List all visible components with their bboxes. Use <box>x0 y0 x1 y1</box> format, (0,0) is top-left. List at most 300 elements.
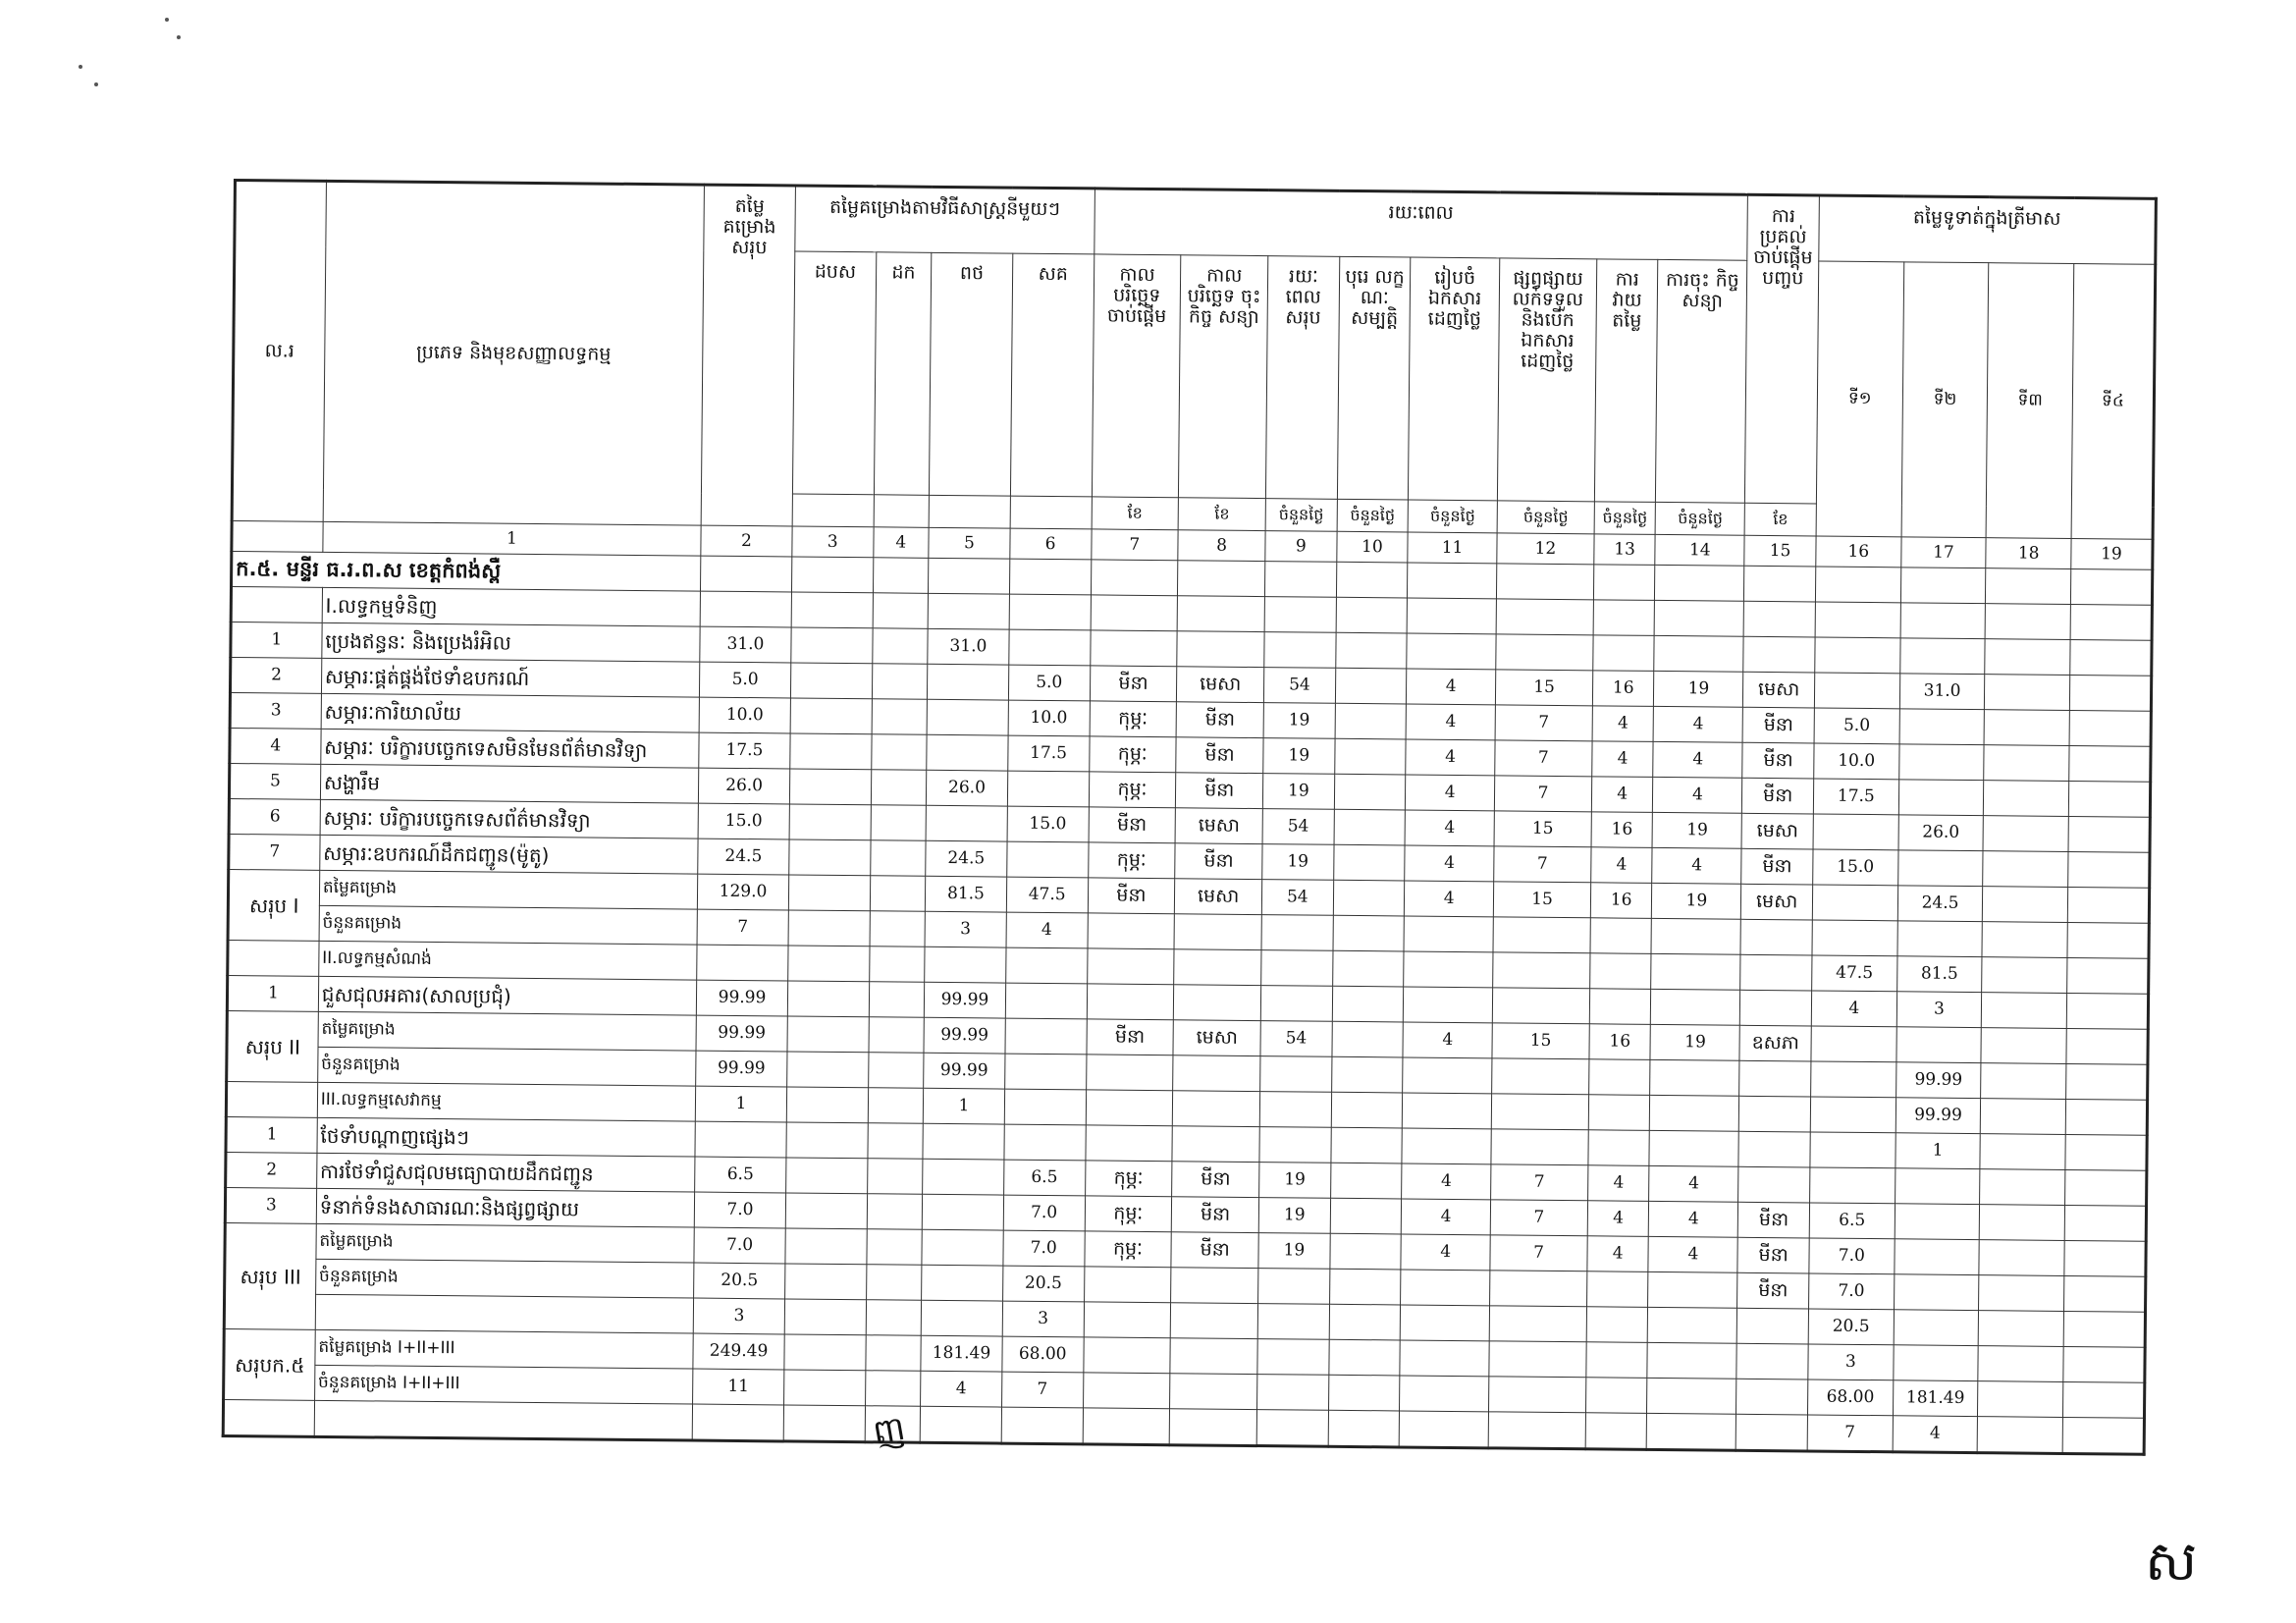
cell-sk: 6.5 <box>1003 1160 1085 1196</box>
cell-q1 <box>1814 673 1899 709</box>
cell-m2 <box>1170 1303 1257 1339</box>
cell-d13: 16 <box>1591 812 1653 848</box>
cell-d10 <box>1330 1163 1402 1199</box>
cell-d11 <box>1400 1305 1489 1341</box>
cell-d13 <box>1586 1342 1648 1379</box>
cell-d14 <box>1648 1271 1737 1308</box>
cell-q4 <box>2067 887 2149 923</box>
cell-m15 <box>1740 954 1812 991</box>
cell-dbs <box>787 1016 869 1053</box>
cell-dk <box>869 982 925 1018</box>
cell-dbs <box>789 804 871 840</box>
cell-q2 <box>1898 780 1984 816</box>
cell-dbs <box>788 910 870 947</box>
header-period-prepare: រៀបចំ ឯកសារ ដេញថ្លៃ <box>1409 257 1500 501</box>
cell-q4 <box>2070 639 2152 676</box>
cell-m1 <box>1087 948 1174 985</box>
cell-m1 <box>1083 1408 1170 1445</box>
cell-d14: 19 <box>1652 812 1741 848</box>
cell-d14 <box>1647 1413 1736 1450</box>
summary-sublabel: ចំនួនគម្រោង <box>319 905 698 945</box>
cell-sk <box>1005 947 1087 984</box>
item-name: សម្ភារៈផ្គត់ផ្គង់ថែទាំឧបករណ៍ <box>321 658 700 697</box>
item-name: ប្រេងឥន្ធនៈ និងប្រេងរំអិល <box>322 622 701 662</box>
cell-d10 <box>1332 986 1404 1022</box>
cell-pth <box>927 699 1008 735</box>
cell-q2 <box>1894 1274 1979 1311</box>
cell-q3 <box>1979 1275 2064 1312</box>
cell-total: 31.0 <box>700 626 791 663</box>
header-period-start: កាល បរិច្ឆេទ ចាប់ផ្តើម <box>1092 254 1181 498</box>
cell-m1: កុម្ភៈ <box>1090 701 1177 737</box>
cell-q3 <box>1982 993 2067 1029</box>
header-total-cost: តម្លៃ គម្រោង សរុប <box>701 185 795 526</box>
row-number: 3 <box>225 1187 316 1223</box>
cell-dbs <box>786 1122 868 1159</box>
cell-q2 <box>1894 1310 1979 1346</box>
cell-total: 249.49 <box>693 1333 784 1370</box>
cell-total: 10.0 <box>699 697 790 733</box>
cell-dk <box>872 664 928 700</box>
cell-m2 <box>1173 1055 1260 1092</box>
cell-d11 <box>1400 1340 1489 1377</box>
cell-d12 <box>1489 1377 1586 1413</box>
cell-m2 <box>1170 1374 1257 1410</box>
cell-m1 <box>1084 1267 1171 1303</box>
cell-pth <box>922 1229 1003 1266</box>
cell-pth: 99.99 <box>924 1053 1005 1089</box>
cell-pth <box>922 1194 1003 1230</box>
summary-sublabel: ចំនួនគម្រោង <box>317 1047 696 1086</box>
cell-q2 <box>1897 850 1983 887</box>
cell-m1: មីនា <box>1089 807 1176 843</box>
cell-sk <box>1004 1124 1086 1161</box>
unit-cell: ខែ <box>1178 498 1265 531</box>
cell-d9 <box>1260 1056 1332 1093</box>
no-cell <box>226 1081 317 1117</box>
index-cell: 1 <box>323 521 702 556</box>
item-name: សម្ភារៈការិយាល័យ <box>321 693 700 732</box>
summary-label: សរុប II <box>227 1010 318 1082</box>
cell-q1 <box>1810 1097 1896 1133</box>
cell-m15: មីនា <box>1737 1237 1809 1273</box>
cell-d9: 19 <box>1263 703 1335 739</box>
header-period-group: រយៈពេល <box>1094 189 1747 260</box>
cell-q1 <box>1811 1026 1896 1062</box>
cell-dk <box>867 1159 923 1195</box>
cell-dk <box>867 1229 923 1266</box>
unit-cell: ខែ <box>1744 503 1816 536</box>
cell-pth: 31.0 <box>928 628 1009 665</box>
cell-total: 129.0 <box>697 874 788 910</box>
index-cell: 14 <box>1655 534 1744 566</box>
row-number: 2 <box>226 1152 317 1188</box>
cell-d9 <box>1261 950 1333 987</box>
cell-d12: 15 <box>1495 670 1592 706</box>
cell-q1: 10.0 <box>1814 743 1899 780</box>
cell-dbs <box>790 698 872 734</box>
cell-q2 <box>1899 638 1985 675</box>
cell-m15 <box>1739 1060 1811 1097</box>
header-method-1: ដបស <box>792 251 876 495</box>
cell-d10 <box>1333 915 1405 951</box>
cell-dbs <box>790 663 872 699</box>
cell-d9: 19 <box>1259 1163 1331 1199</box>
cell-q1 <box>1811 1061 1896 1098</box>
cell-dk <box>869 1017 925 1054</box>
cell-q3 <box>1980 1169 2065 1206</box>
cell-d12 <box>1489 1306 1586 1342</box>
cell-d14: 19 <box>1650 1024 1739 1060</box>
cell-d14 <box>1651 918 1740 954</box>
cell-d13: 4 <box>1592 741 1654 778</box>
cell-m1: មីនា <box>1090 666 1177 702</box>
cell-m15: មេសា <box>1741 884 1813 920</box>
cell-d10 <box>1333 844 1405 881</box>
cell-m2: មេសា <box>1175 879 1262 915</box>
cell-d13: 16 <box>1590 883 1652 919</box>
cell-q3 <box>1979 1311 2064 1347</box>
cell-q2: 99.99 <box>1896 1098 1981 1134</box>
cell-q2: 1 <box>1896 1133 1981 1169</box>
cell-sk <box>1009 629 1091 666</box>
cell-d9 <box>1256 1410 1328 1447</box>
cell-q4 <box>2062 1417 2144 1454</box>
cell-sk <box>1005 983 1087 1019</box>
cell-q3 <box>1985 639 2070 676</box>
cell-q3 <box>1981 1028 2066 1064</box>
cell-d9: 19 <box>1263 738 1335 775</box>
cell-q1: 20.5 <box>1808 1309 1894 1345</box>
cell-sk: 68.00 <box>1002 1336 1084 1373</box>
cell-d14: 4 <box>1653 741 1742 778</box>
cell-d10 <box>1331 1127 1403 1163</box>
cell-q2: 3 <box>1896 992 1982 1028</box>
cell-m1: កុម្ភៈ <box>1089 772 1176 808</box>
cell-q1 <box>1810 1167 1896 1204</box>
cell-dbs <box>784 1299 866 1335</box>
cell-m1: កុម្ភៈ <box>1084 1231 1171 1268</box>
scan-speck <box>79 65 82 69</box>
no-cell <box>228 940 319 976</box>
cell-sk: 7.0 <box>1003 1195 1085 1231</box>
cell-d10 <box>1332 950 1404 987</box>
cell-dbs <box>789 769 871 805</box>
cell-d12 <box>1492 988 1589 1024</box>
row-number: 2 <box>230 657 321 693</box>
cell-q4 <box>2068 851 2150 888</box>
unit-cell <box>792 494 874 527</box>
cell-m15: មីនា <box>1741 848 1813 885</box>
cell-m15: មីនា <box>1742 742 1814 779</box>
cell-q4 <box>2066 1063 2148 1100</box>
cell-q4 <box>2065 1134 2147 1170</box>
cell-d11: 4 <box>1403 1022 1492 1058</box>
cell-d10 <box>1328 1375 1400 1411</box>
index-cell: 12 <box>1497 533 1594 565</box>
unit-cell: ខែ <box>1092 497 1179 530</box>
cell-d13: 4 <box>1587 1201 1649 1237</box>
cell-sk: 15.0 <box>1007 806 1089 842</box>
cell-m15: មេសា <box>1741 813 1813 849</box>
cell-pth: 1 <box>923 1088 1004 1124</box>
cell-total: 11 <box>693 1369 784 1405</box>
procurement-plan-sheet <box>222 179 2158 1443</box>
cell-d9: 19 <box>1262 844 1334 881</box>
summary-sublabel <box>314 1400 693 1440</box>
header-quarter-1: ទី១ <box>1816 261 1903 537</box>
cell-m2: មីនា <box>1176 773 1263 809</box>
cell-m1 <box>1088 913 1175 949</box>
cell-d12: 15 <box>1492 1023 1589 1059</box>
cell-m15 <box>1738 1131 1810 1167</box>
header-budget-group: តម្លៃគម្រោងតាមវិធីសាស្ត្រនីមួយៗ <box>795 186 1095 254</box>
index-cell: 10 <box>1336 531 1408 563</box>
unit-cell: ចំនួនថ្ងៃ <box>1265 499 1337 532</box>
cell-d13: 16 <box>1589 1024 1651 1060</box>
cell-q1 <box>1810 1132 1896 1168</box>
cell-d12: 7 <box>1495 740 1592 777</box>
cell-d10 <box>1334 809 1406 845</box>
cell-m1 <box>1083 1337 1170 1374</box>
cell-d13 <box>1590 953 1652 990</box>
cell-sk: 3 <box>1002 1301 1084 1337</box>
cell-q4 <box>2065 1099 2147 1135</box>
cell-dk <box>871 805 927 841</box>
cell-m2: មេសា <box>1175 808 1262 844</box>
cell-m15 <box>1736 1379 1808 1415</box>
cell-d12: 15 <box>1494 811 1591 847</box>
cell-d13 <box>1585 1378 1647 1414</box>
cell-d13 <box>1590 918 1652 954</box>
cell-q3 <box>1983 816 2068 852</box>
cell-q3 <box>1980 1134 2065 1170</box>
cell-d12 <box>1488 1412 1585 1449</box>
index-cell: 4 <box>873 527 929 559</box>
cell-d10 <box>1335 703 1407 739</box>
handwritten-mark: ញ <box>870 1408 909 1453</box>
cell-sk <box>1005 1018 1087 1055</box>
cell-d14 <box>1648 1307 1737 1343</box>
cell-q1: 15.0 <box>1813 849 1898 886</box>
cell-d12: 7 <box>1490 1235 1587 1271</box>
cell-q2: 99.99 <box>1896 1062 1981 1099</box>
unit-cell <box>1010 496 1092 529</box>
header-period-contract-date: កាល បរិច្ឆេទ ចុះកិច្ច សន្យា <box>1179 255 1268 499</box>
cell-d10 <box>1328 1410 1400 1447</box>
cell-d14 <box>1654 635 1743 672</box>
cell-dk <box>871 734 927 771</box>
cell-q4 <box>2068 816 2150 852</box>
cell-d12: 7 <box>1495 705 1592 741</box>
cell-d14: 19 <box>1652 883 1741 919</box>
cell-pth <box>920 1406 1001 1443</box>
item-name: សម្ភារៈ បរិក្ខារបច្ចេកទេសមិនមែនព័ត៌មានវិទ្យា <box>321 729 700 768</box>
cell-m1 <box>1086 1090 1173 1126</box>
index-cell: 15 <box>1744 535 1816 567</box>
header-period-sign: ការចុះ កិច្ចសន្យា <box>1656 259 1747 503</box>
header-period-advertise: ផ្សព្វផ្សាយ លក់ទទួល និងបើក ឯកសារ ដេញថ្លៃ <box>1497 258 1596 502</box>
cell-q4 <box>2064 1275 2146 1312</box>
cell-sk: 5.0 <box>1008 665 1090 701</box>
cell-q4 <box>2069 781 2151 817</box>
cell-q4 <box>2066 993 2148 1029</box>
cell-d13 <box>1586 1271 1648 1308</box>
cell-d10 <box>1329 1339 1401 1376</box>
cell-m15: មីនា <box>1738 1202 1810 1238</box>
cell-q1 <box>1812 885 1897 921</box>
cell-dk <box>865 1371 921 1407</box>
cell-q2 <box>1895 1168 1980 1205</box>
cell-pth: 24.5 <box>926 840 1007 877</box>
cell-m15 <box>1739 1096 1811 1132</box>
cell-d11: 4 <box>1407 669 1496 705</box>
index-cell: 6 <box>1010 528 1092 560</box>
cell-d10 <box>1330 1233 1402 1270</box>
procurement-table <box>222 179 2158 1456</box>
cell-total: 99.99 <box>696 1051 787 1087</box>
cell-dk <box>872 628 928 665</box>
cell-q2: 4 <box>1893 1416 1978 1453</box>
cell-m15 <box>1738 1166 1810 1203</box>
cell-d12: 7 <box>1494 846 1591 883</box>
cell-m2 <box>1169 1409 1256 1446</box>
cell-m1 <box>1084 1302 1171 1338</box>
cell-d9 <box>1259 1127 1331 1163</box>
cell-m2 <box>1174 985 1261 1021</box>
cell-m2 <box>1174 949 1261 986</box>
cell-sk: 7 <box>1001 1372 1083 1408</box>
cell-q4 <box>2063 1346 2145 1382</box>
cell-d9 <box>1258 1269 1330 1305</box>
cell-d11: 4 <box>1405 845 1494 882</box>
cell-d9 <box>1257 1339 1329 1376</box>
cell-d11: 4 <box>1406 775 1495 811</box>
cell-q1: 7.0 <box>1808 1273 1894 1310</box>
header-method-4: សគ <box>1010 253 1094 497</box>
cell-dk <box>872 699 928 735</box>
index-cell: 9 <box>1265 531 1337 563</box>
cell-m15: មីនា <box>1742 707 1814 743</box>
cell-m15: មីនា <box>1742 778 1814 814</box>
cell-d12 <box>1490 1271 1587 1307</box>
index-cell: 16 <box>1816 536 1901 568</box>
cell-dbs <box>783 1370 865 1406</box>
cell-d9 <box>1257 1304 1329 1340</box>
cell-total: 26.0 <box>699 768 790 804</box>
item-name: ថែទាំបណ្តាញផ្សេងៗ <box>317 1117 696 1157</box>
cell-q1: 47.5 <box>1812 955 1897 992</box>
header-period-evaluate: ការ វាយ តម្លៃ <box>1594 259 1658 503</box>
scan-speck <box>177 35 181 39</box>
cell-pth <box>923 1123 1004 1160</box>
cell-q4 <box>2069 710 2151 746</box>
cell-d10 <box>1329 1304 1401 1340</box>
header-start-pay: ការ ប្រគល់ ចាប់ផ្តើម បញ្ចប់ <box>1745 194 1820 504</box>
cell-d13 <box>1589 1059 1651 1096</box>
row-number: 6 <box>229 798 320 835</box>
unit-cell: ចំនួនថ្ងៃ <box>1408 500 1497 533</box>
cell-total: 1 <box>695 1086 786 1122</box>
cell-d9 <box>1260 986 1332 1022</box>
cell-d12: 7 <box>1490 1200 1587 1236</box>
cell-m15 <box>1743 636 1815 673</box>
cell-q4 <box>2063 1381 2145 1418</box>
cell-q2 <box>1898 744 1984 781</box>
cell-d14 <box>1651 989 1740 1025</box>
cell-d9 <box>1264 632 1336 669</box>
cell-pth: 3 <box>925 911 1006 947</box>
cell-dk <box>870 840 926 877</box>
summary-sublabel: តម្លៃគម្រោង I+II+III <box>315 1329 694 1369</box>
cell-dk <box>866 1300 922 1336</box>
cell-d14 <box>1650 1059 1739 1096</box>
cell-q3 <box>1981 1099 2066 1135</box>
cell-q2 <box>1895 1204 1980 1240</box>
cell-total: 7.0 <box>694 1227 785 1264</box>
cell-pth <box>922 1265 1003 1301</box>
cell-m15 <box>1737 1308 1809 1344</box>
cell-m15 <box>1740 990 1812 1026</box>
cell-sk: 10.0 <box>1008 700 1090 736</box>
header-type: ប្រភេទ និងមុខសញ្ញាលទ្ធកម្ម <box>323 181 705 525</box>
cell-q2 <box>1895 1239 1980 1275</box>
item-name: ជួសជុលអគារ(សាលប្រជុំ) <box>318 976 697 1015</box>
cell-q2 <box>1897 921 1983 957</box>
cell-total: 6.5 <box>695 1157 786 1193</box>
cell-m1: កុម្ភៈ <box>1088 842 1175 879</box>
cell-q4 <box>2069 745 2151 782</box>
scan-speck <box>94 82 98 86</box>
cell-total <box>692 1404 783 1441</box>
cell-dbs <box>785 1228 867 1265</box>
index-cell: 17 <box>1900 537 1986 568</box>
cell-q3 <box>1984 710 2069 746</box>
cell-sk: 20.5 <box>1002 1266 1084 1302</box>
cell-total <box>695 1121 786 1158</box>
cell-d11 <box>1404 951 1493 988</box>
cell-dk <box>868 1088 924 1124</box>
header-period-total: រយៈ ពេល សរុប <box>1265 256 1339 500</box>
cell-q2 <box>1894 1345 1979 1381</box>
cell-q3 <box>1984 745 2069 782</box>
cell-d11: 4 <box>1405 881 1494 917</box>
unit-cell: ចំនួនថ្ងៃ <box>1497 501 1594 534</box>
cell-m2: មេសា <box>1173 1020 1260 1056</box>
index-cell: 2 <box>701 525 792 557</box>
cell-q4 <box>2067 922 2149 958</box>
cell-q3 <box>1985 675 2070 711</box>
cell-dk <box>868 1123 924 1160</box>
summary-label: សរុបក.៥ <box>224 1328 315 1400</box>
cell-d9 <box>1257 1375 1329 1411</box>
cell-d9: 54 <box>1260 1021 1332 1057</box>
cell-pth <box>925 947 1006 983</box>
cell-d14: 4 <box>1648 1236 1737 1272</box>
item-name: សង្ហារឹម <box>320 764 699 803</box>
cell-dbs <box>787 981 869 1017</box>
cell-dbs <box>788 946 870 982</box>
group-label-goods: I.លទ្ធកម្មទំនិញ <box>322 587 701 626</box>
scan-speck <box>165 18 169 22</box>
cell-sk <box>1004 1089 1086 1125</box>
cell-d12: 15 <box>1493 882 1590 918</box>
cell-pth <box>921 1300 1002 1336</box>
cell-pth <box>927 734 1008 771</box>
cell-m1: កុម្ភៈ <box>1085 1161 1172 1197</box>
cell-d9: 19 <box>1258 1198 1330 1234</box>
cell-m2: មេសា <box>1177 667 1264 703</box>
